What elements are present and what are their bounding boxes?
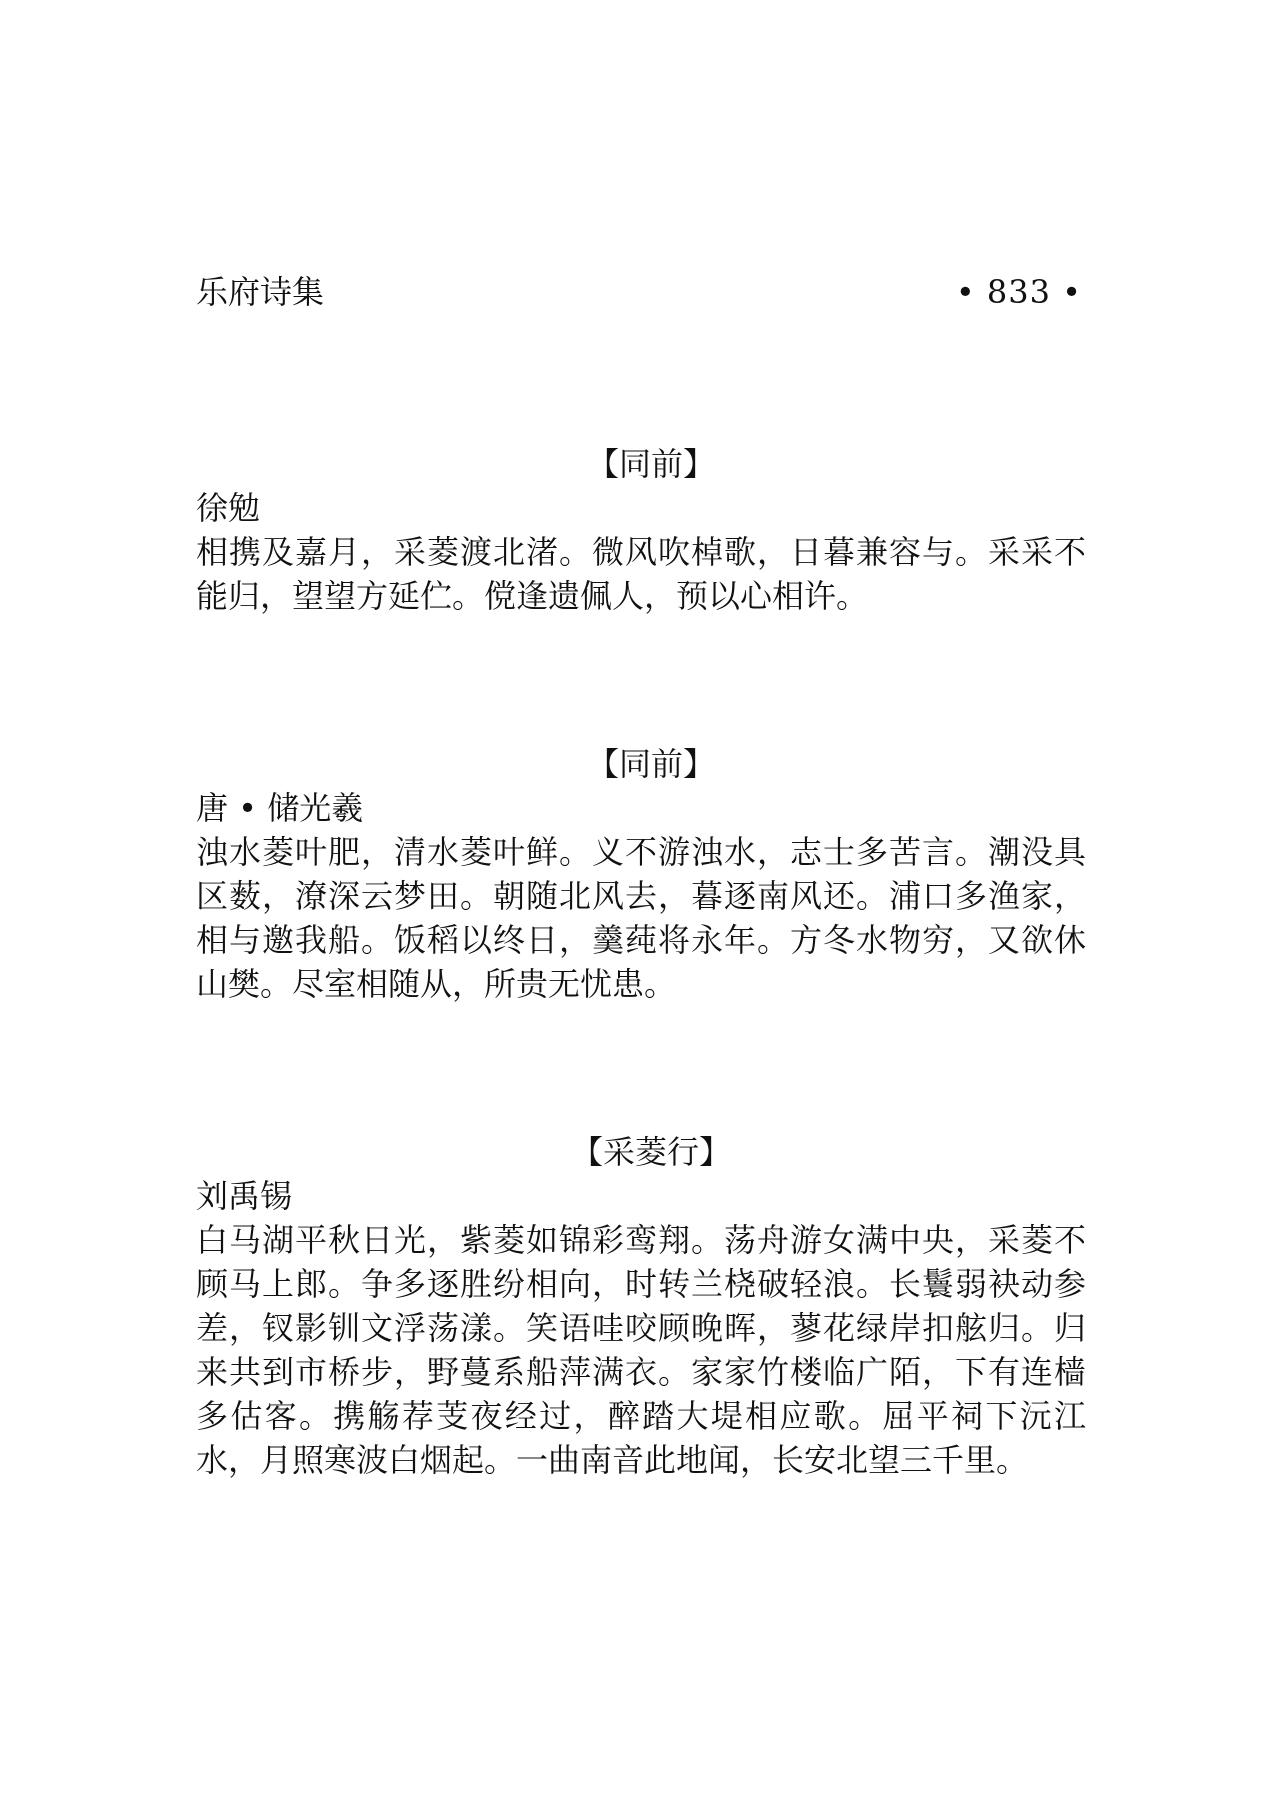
book-title: 乐府诗集 (196, 273, 325, 311)
poem-section (196, 1130, 1086, 1482)
poem-title: 【同前】 (586, 445, 715, 483)
poem-text: 浊水菱叶肥，清水菱叶鲜。义不游浊水，志士多苦言。潮没具区薮，潦深云梦田。朝随北风去，暮逐南风还。浦口多渔家，相与邀我船。饭稻以终日，羹莼将永年。方冬水物穷，又欲休山樊。尽室相随从，所贵无忧患。 (196, 833, 1086, 1003)
poem-author: 徐勉 (196, 489, 261, 527)
poem-section (196, 742, 1086, 1006)
poem-section (196, 442, 1086, 618)
page-number: • 833 • (955, 273, 1082, 311)
poem-text: 白马湖平秋日光，紫菱如锦彩鸾翔。荡舟游女满中央，采菱不顾马上郎。争多逐胜纷相向，时转兰桡破轻浪。长鬟弱袂动参差，钗影钏文浮荡漾。笑语哇咬顾晚晖，蓼花绿岸扣舷归。归来共到市桥步，野蔓系船萍满衣。家家竹楼临广陌，下有连樯多估客。携觞荐芰夜经过，醉踏大堤相应歌。屈平祠下沅江水，月照寒波白烟起。一曲南音此地闻，长安北望三千里。 (196, 1221, 1086, 1479)
poem-title: 【采菱行】 (570, 1133, 731, 1171)
poem-title: 【同前】 (586, 745, 715, 783)
poem-author: 唐 • 储光羲 (196, 789, 364, 827)
poem-text: 相携及嘉月，采菱渡北渚。微风吹棹歌，日暮兼容与。采采不能归，望望方延伫。傥逢遗佩人，预以心相许。 (196, 533, 1086, 615)
poem-author: 刘禹锡 (196, 1177, 293, 1215)
running-header (196, 270, 1082, 314)
